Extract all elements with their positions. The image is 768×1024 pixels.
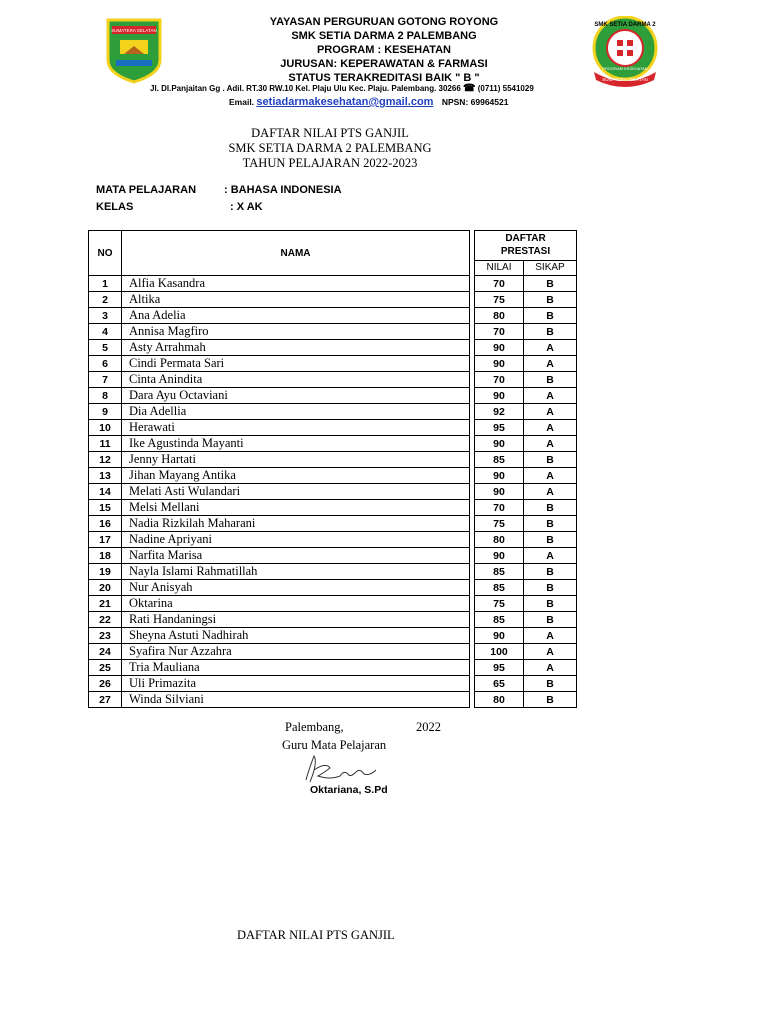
row-sikap: B bbox=[524, 324, 577, 340]
row-nilai: 95 bbox=[475, 420, 524, 436]
row-nilai: 80 bbox=[475, 692, 524, 708]
row-no: 25 bbox=[89, 660, 122, 676]
row-nama: Nadine Apriyani bbox=[122, 532, 470, 548]
phone-icon: ☎ bbox=[463, 83, 476, 94]
title-line-2: SMK SETIA DARMA 2 PALEMBANG bbox=[228, 141, 432, 155]
table-row bbox=[89, 548, 577, 564]
row-sikap: A bbox=[524, 548, 577, 564]
row-nama: Cindi Permata Sari bbox=[122, 356, 470, 372]
row-nama: Alfia Kasandra bbox=[122, 276, 470, 292]
phone-text: (0711) 5541029 bbox=[477, 84, 534, 93]
row-nama: Nur Anisyah bbox=[122, 580, 470, 596]
row-sikap: B bbox=[524, 276, 577, 292]
row-nilai: 90 bbox=[475, 340, 524, 356]
row-nilai: 85 bbox=[475, 452, 524, 468]
row-sikap: B bbox=[524, 516, 577, 532]
row-no: 8 bbox=[89, 388, 122, 404]
row-no: 20 bbox=[89, 580, 122, 596]
row-nama: Ike Agustinda Mayanti bbox=[122, 436, 470, 452]
row-no: 27 bbox=[89, 692, 122, 708]
table-row bbox=[89, 276, 577, 292]
signature-place: Palembang, bbox=[285, 720, 344, 734]
row-no: 7 bbox=[89, 372, 122, 388]
header-prestasi bbox=[475, 231, 577, 261]
table-row bbox=[89, 308, 577, 324]
right-logo-ribbon: SUMATERA SELATAN bbox=[602, 77, 648, 82]
row-nilai: 80 bbox=[475, 308, 524, 324]
row-nilai: 100 bbox=[475, 644, 524, 660]
row-no: 1 bbox=[89, 276, 122, 292]
foundation-name: YAYASAN PERGURUAN GOTONG ROYONG bbox=[269, 16, 499, 28]
row-no: 17 bbox=[89, 532, 122, 548]
row-no: 14 bbox=[89, 484, 122, 500]
row-sikap: A bbox=[524, 356, 577, 372]
table-row bbox=[89, 484, 577, 500]
footer-title: DAFTAR NILAI PTS GANJIL bbox=[237, 928, 395, 942]
table-row bbox=[89, 644, 577, 660]
row-no: 23 bbox=[89, 628, 122, 644]
table-row bbox=[89, 692, 577, 708]
row-nama: Asty Arrahmah bbox=[122, 340, 470, 356]
class-label: KELAS bbox=[96, 201, 134, 213]
email-label: Email. bbox=[229, 97, 255, 107]
row-nama: Oktarina bbox=[122, 596, 470, 612]
table-row bbox=[89, 676, 577, 692]
row-nilai: 70 bbox=[475, 500, 524, 516]
row-sikap: A bbox=[524, 436, 577, 452]
right-logo-sub: PROGRAM KESEHATAN bbox=[602, 66, 648, 71]
row-nama: Syafira Nur Azzahra bbox=[122, 644, 470, 660]
row-nilai: 85 bbox=[475, 580, 524, 596]
table-row bbox=[89, 516, 577, 532]
grades-table bbox=[88, 230, 577, 708]
row-sikap: B bbox=[524, 500, 577, 516]
table-row bbox=[89, 580, 577, 596]
row-no: 10 bbox=[89, 420, 122, 436]
row-nama: Melsi Mellani bbox=[122, 500, 470, 516]
row-nilai: 90 bbox=[475, 628, 524, 644]
table-row bbox=[89, 292, 577, 308]
row-nama: Annisa Magfiro bbox=[122, 324, 470, 340]
row-nama: Nadia Rizkilah Maharani bbox=[122, 516, 470, 532]
row-nilai: 70 bbox=[475, 276, 524, 292]
row-no: 5 bbox=[89, 340, 122, 356]
row-no: 2 bbox=[89, 292, 122, 308]
row-nama: Rati Handaningsi bbox=[122, 612, 470, 628]
signature-role: Guru Mata Pelajaran bbox=[282, 738, 387, 752]
letterhead bbox=[0, 15, 768, 85]
row-sikap: A bbox=[524, 660, 577, 676]
right-logo-text: SMK SETIA DARMA 2 bbox=[594, 22, 656, 28]
row-sikap: A bbox=[524, 388, 577, 404]
table-row bbox=[89, 500, 577, 516]
row-no: 4 bbox=[89, 324, 122, 340]
table-row bbox=[89, 660, 577, 676]
row-nilai: 90 bbox=[475, 388, 524, 404]
row-nama: Herawati bbox=[122, 420, 470, 436]
header-sikap: SIKAP bbox=[524, 260, 577, 275]
header-prestasi-line1: DAFTAR bbox=[505, 233, 546, 245]
row-nama: Dara Ayu Octaviani bbox=[122, 388, 470, 404]
row-no: 16 bbox=[89, 516, 122, 532]
header-nama: NAMA bbox=[122, 231, 470, 276]
row-sikap: B bbox=[524, 596, 577, 612]
table-row bbox=[89, 324, 577, 340]
row-nilai: 80 bbox=[475, 532, 524, 548]
row-no: 11 bbox=[89, 436, 122, 452]
row-nilai: 75 bbox=[475, 516, 524, 532]
row-sikap: A bbox=[524, 468, 577, 484]
row-nama: Tria Mauliana bbox=[122, 660, 470, 676]
row-nilai: 90 bbox=[475, 484, 524, 500]
row-sikap: B bbox=[524, 308, 577, 324]
row-sikap: B bbox=[524, 580, 577, 596]
row-nilai: 70 bbox=[475, 324, 524, 340]
row-no: 19 bbox=[89, 564, 122, 580]
row-nama: Nayla Islami Rahmatillah bbox=[122, 564, 470, 580]
row-sikap: B bbox=[524, 292, 577, 308]
row-no: 6 bbox=[89, 356, 122, 372]
row-nama: Dia Adellia bbox=[122, 404, 470, 420]
row-nama: Jenny Hartati bbox=[122, 452, 470, 468]
row-nilai: 75 bbox=[475, 596, 524, 612]
table-row bbox=[89, 420, 577, 436]
row-nilai: 65 bbox=[475, 676, 524, 692]
table-row bbox=[89, 452, 577, 468]
header-prestasi-line2: PRESTASI bbox=[500, 246, 551, 258]
row-nilai: 85 bbox=[475, 564, 524, 580]
table-row bbox=[89, 596, 577, 612]
row-no: 24 bbox=[89, 644, 122, 660]
document-title bbox=[0, 126, 660, 171]
table-row bbox=[89, 436, 577, 452]
row-nama: Jihan Mayang Antika bbox=[122, 468, 470, 484]
email-link[interactable]: setiadarmakesehatan@gmail.com bbox=[256, 96, 434, 108]
row-nama: Narfita Marisa bbox=[122, 548, 470, 564]
npsn-text: NPSN: 69964521 bbox=[441, 97, 509, 107]
row-sikap: B bbox=[524, 676, 577, 692]
row-sikap: B bbox=[524, 692, 577, 708]
row-nilai: 92 bbox=[475, 404, 524, 420]
header-no: NO bbox=[89, 231, 122, 276]
table-row bbox=[89, 372, 577, 388]
row-no: 9 bbox=[89, 404, 122, 420]
title-line-3: TAHUN PELAJARAN 2022-2023 bbox=[242, 156, 418, 170]
row-sikap: A bbox=[524, 340, 577, 356]
row-nama: Winda Silviani bbox=[122, 692, 470, 708]
row-sikap: B bbox=[524, 564, 577, 580]
title-line-1: DAFTAR NILAI PTS GANJIL bbox=[251, 126, 409, 140]
row-nama: Melati Asti Wulandari bbox=[122, 484, 470, 500]
row-nilai: 95 bbox=[475, 660, 524, 676]
row-no: 18 bbox=[89, 548, 122, 564]
row-nilai: 90 bbox=[475, 356, 524, 372]
row-nilai: 70 bbox=[475, 372, 524, 388]
row-nama: Cinta Anindita bbox=[122, 372, 470, 388]
class-value: : X AK bbox=[230, 201, 263, 213]
address-text: Jl. Dl.Panjaitan Gg . Adil. RT.30 RW.10 Kel. Plaju Ulu Kec. Plaju. Palembang. 30266 bbox=[150, 84, 461, 93]
row-nilai: 90 bbox=[475, 436, 524, 452]
row-sikap: A bbox=[524, 404, 577, 420]
signature-name: Oktariana, S.Pd bbox=[310, 784, 388, 796]
row-no: 12 bbox=[89, 452, 122, 468]
department-line: JURUSAN: KEPERAWATAN & FARMASI bbox=[280, 58, 488, 70]
row-sikap: B bbox=[524, 532, 577, 548]
subject-label: MATA PELAJARAN bbox=[96, 184, 197, 196]
row-sikap: B bbox=[524, 372, 577, 388]
row-sikap: A bbox=[524, 644, 577, 660]
program-line: PROGRAM : KESEHATAN bbox=[316, 44, 452, 56]
table-row bbox=[89, 404, 577, 420]
row-no: 26 bbox=[89, 676, 122, 692]
table-row bbox=[89, 356, 577, 372]
row-sikap: A bbox=[524, 484, 577, 500]
row-nilai: 90 bbox=[475, 468, 524, 484]
table-row bbox=[89, 388, 577, 404]
subject-value: : BAHASA INDONESIA bbox=[224, 184, 342, 196]
table-row bbox=[89, 628, 577, 644]
row-sikap: A bbox=[524, 420, 577, 436]
table-row bbox=[89, 468, 577, 484]
handwritten-signature bbox=[300, 752, 380, 788]
row-sikap: B bbox=[524, 452, 577, 468]
row-nama: Sheyna Astuti Nadhirah bbox=[122, 628, 470, 644]
row-nilai: 90 bbox=[475, 548, 524, 564]
left-logo-text: SUMATERA SELATAN bbox=[111, 28, 157, 33]
row-nilai: 85 bbox=[475, 612, 524, 628]
address-line bbox=[150, 83, 630, 94]
row-no: 13 bbox=[89, 468, 122, 484]
row-nilai: 75 bbox=[475, 292, 524, 308]
row-nama: Altika bbox=[122, 292, 470, 308]
table-row bbox=[89, 564, 577, 580]
school-name: SMK SETIA DARMA 2 PALEMBANG bbox=[291, 30, 477, 42]
row-no: 21 bbox=[89, 596, 122, 612]
row-nama: Uli Primazita bbox=[122, 676, 470, 692]
row-no: 15 bbox=[89, 500, 122, 516]
row-sikap: B bbox=[524, 612, 577, 628]
row-nama: Ana Adelia bbox=[122, 308, 470, 324]
row-no: 22 bbox=[89, 612, 122, 628]
accreditation-line: STATUS TERAKREDITASI BAIK " B " bbox=[288, 72, 480, 84]
row-no: 3 bbox=[89, 308, 122, 324]
signature-year: 2022 bbox=[416, 720, 441, 734]
table-row bbox=[89, 612, 577, 628]
table-row bbox=[89, 532, 577, 548]
table-row bbox=[89, 340, 577, 356]
grades-table-body bbox=[89, 276, 577, 708]
row-sikap: A bbox=[524, 628, 577, 644]
header-nilai: NILAI bbox=[475, 260, 524, 275]
email-line bbox=[229, 96, 508, 108]
